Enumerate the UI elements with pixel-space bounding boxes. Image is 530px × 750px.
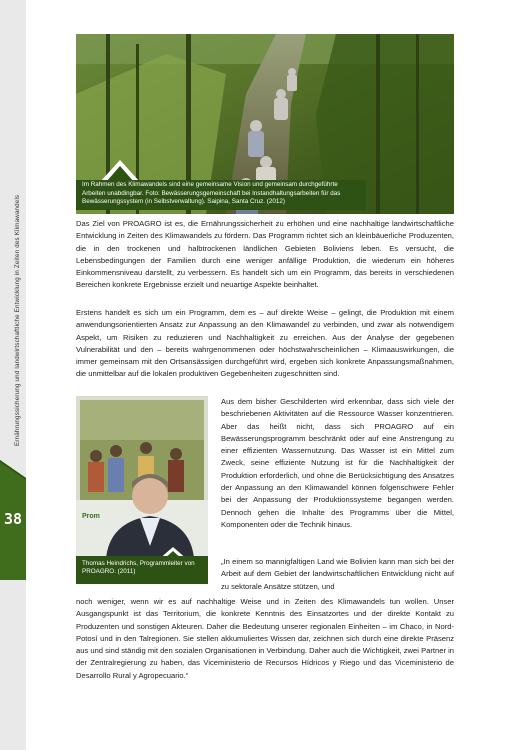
- portrait-caption: Thomas Heindrichs, Programmleiter von PROAGRO. (2011): [76, 556, 208, 584]
- page-number: 38: [3, 510, 23, 528]
- paragraph-1: Das Ziel von PROAGRO ist es, die Ernährungssicherheit zu erhöhen und eine nachhaltige landwirtschaftliche Entwicklung in Zeiten des Klimawandels zu fördern. Das Programm richtet sich an kleinbäuerliche Produzenten, die in den trockenen und halbtrockenen ländlichen Gebieten Boliviens leben. Es versucht, die Lebensbedingungen der Familien durch eine weniger anfällige Produktion, die wiederum ein höheres Einkommensniveau darstellt, zu verbessern. Es handelt sich um ein Programm, das bereits in verschiedenen Bereichen konkrete Ergebnisse erzielt und neuartige Aspekte beinhaltet.: [76, 219, 454, 290]
- paragraph-2: Erstens handelt es sich um ein Programm, dem es – auf direkte Weise – gelingt, die Produktion mit einem anwendungsorientierten Ansatz zur Anpassung an den Klimawandel zu verbinden, und zwar als notwendigem Aspekt, um Risiken zu reduzieren und Nachhaltigkeit zu erreichen. Aus der Analyse der gegebenen Vulnerabilität und den – bereits wahrgenommenen oder höchstwahrscheinlichen – Klimaauswirkungen, die immer gemeinsam mit den Ortsansässigen durchgeführt wird, ergeben sich konkrete Anpassungsmaßnahmen, die unmittelbar auf die lokalen produktiven Gegebenheiten zugeschnitten sind.: [76, 308, 454, 379]
- portrait-photo: [76, 396, 208, 558]
- top-photo-caption: Im Rahmen des Klimawandels sind eine gemeinsame Vision und gemeinsam durchgeführte Arbeiten unabdingbar. Foto: Bewässerungsgemeinschaft bei Instandhaltungsarbeiten für das Bewässerungssystem (in Selbstverwaltung). Saipina, Santa Cruz. (2012): [76, 180, 366, 210]
- quote-paragraph-start: „In einem so mannigfaltigen Land wie Bolivien kann man sich bei der Arbeit auf dem Gebiet der landwirtschaftlichen Entwicklung nicht auf zu sektorale Ansätze stützen, und: [221, 557, 454, 591]
- paragraph-3: Aus dem bisher Geschilderten wird erkennbar, dass sich viele der beschriebenen Aktivitäten auf die Ressource Wasser konzentrieren. Aber das heißt nicht, dass sich PROAGRO auf ein Bewässerungsprogramm beschränkt oder auf eine Anstrengung zu einer effizienten Wassernutzung. Das Wasser ist ein Mittel zum Zweck, seine effiziente Nutzung ist für die Nachhaltigkeit der Produktion erforderlich, und ohne die Berücksichtigung des Ansatzes der Anpassung an den Klimawandel können folgenschwere Fehler bei der Anpassung der Produktionssysteme begangen werden. Dennoch gehen die Inhalte des Programms über die Mittel, Komponenten oder die Technik hinaus.: [221, 397, 454, 529]
- poster-text: Prom: [82, 513, 100, 520]
- running-title: Ernährungssicherung und landwirtschaftliche Entwicklung in Zeiten des Klimawandels: [14, 194, 21, 446]
- quote-paragraph-end: noch weniger, wenn wir es auf nachhaltige Weise und in Zeiten des Klimawandels tun wollen. Unser Ausgangspunkt ist das Territorium, die konkrete Kenntnis des Einsatzortes und der direkte Kontakt zu Produzenten und sonstigen Akteuren. Daher die Bedeutung unserer regionalen Einheiten – im Chaco, in Nord-Potosí und in den Talregionen. Sie stellen akkumuliertes Wissen dar, zeichnen sich durch eine direkte Präsenz aus und sind ständig mit den sozialen Organisationen in Verbindung. Daher auch die Wichtigkeit, zwei Partner in der Zentralregierung zu haben, das Viceministerio de Recursos Hídricos y Riego und das Viceministerio de Desarrollo Rural y Agropecuario.“: [76, 597, 454, 680]
